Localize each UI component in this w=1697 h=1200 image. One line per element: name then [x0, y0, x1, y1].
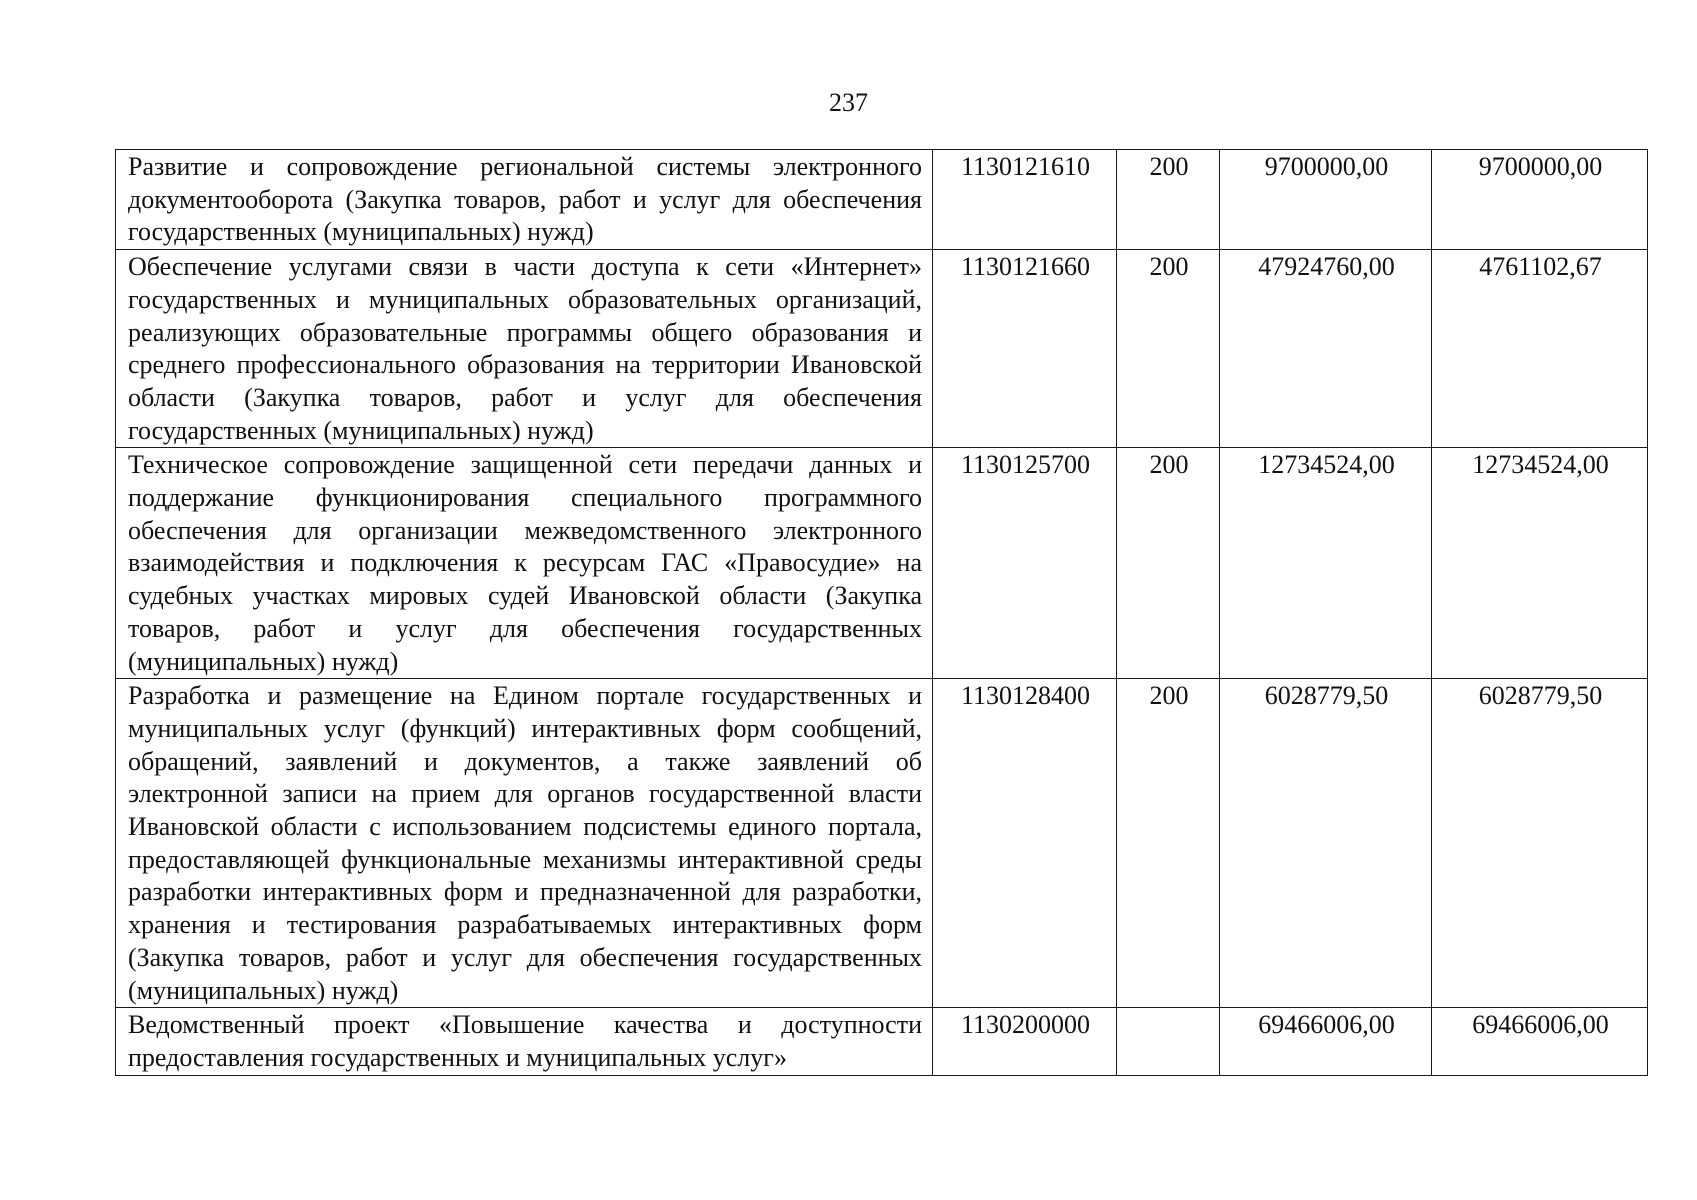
row-amount1-cell: 9700000,00: [1220, 150, 1432, 250]
budget-table: [115, 149, 1648, 1076]
row-type-cell: 200: [1117, 448, 1220, 679]
row-name-cell: Обеспечение услугами связи в части доступа к сети «Интернет» государственных и муниципальных образовательных организаций, реализующих образовательные программы общего образования и среднего профессионального образования на территории Ивановской области (Закупка товаров, работ и услуг для обеспечения государственных (муниципальных) нужд): [116, 250, 933, 448]
page-number: 237: [829, 88, 868, 117]
table-row: [116, 679, 1648, 1008]
row-amount2-cell: 9700000,00: [1432, 150, 1648, 250]
row-code-cell: 1130121660: [933, 250, 1117, 448]
row-name-cell: Ведомственный проект «Повышение качества и доступности предоставления государственных и муниципальных услуг»: [116, 1008, 933, 1075]
row-name-cell: Разработка и размещение на Едином портале государственных и муниципальных услуг (функций) интерактивных форм сообщений, обращений, заявлений и документов, а также заявлений об электронной записи на прием для органов государственной власти Ивановской области с использованием подсистемы единого портала, предоставляющей функциональные механизмы интерактивной среды разработки интерактивных форм и предназначенной для разработки, хранения и тестирования разрабатываемых интерактивных форм (Закупка товаров, работ и услуг для обеспечения государственных (муниципальных) нужд): [116, 679, 933, 1008]
table-row: [116, 1008, 1648, 1075]
row-type-cell: [1117, 1008, 1220, 1075]
table-row: [116, 250, 1648, 448]
row-amount1-cell: 47924760,00: [1220, 250, 1432, 448]
row-amount1-cell: 69466006,00: [1220, 1008, 1432, 1075]
row-amount1-cell: 6028779,50: [1220, 679, 1432, 1008]
row-type-cell: 200: [1117, 150, 1220, 250]
table-row: [116, 448, 1648, 679]
row-amount2-cell: 6028779,50: [1432, 679, 1648, 1008]
row-name-cell: Развитие и сопровождение региональной системы электронного документооборота (Закупка товаров, работ и услуг для обеспечения государственных (муниципальных) нужд): [116, 150, 933, 250]
row-code-cell: 1130121610: [933, 150, 1117, 250]
row-amount2-cell: 4761102,67: [1432, 250, 1648, 448]
row-amount2-cell: 12734524,00: [1432, 448, 1648, 679]
row-type-cell: 200: [1117, 250, 1220, 448]
row-name-cell: Техническое сопровождение защищенной сети передачи данных и поддержание функционирования специального программного обеспечения для организации межведомственного электронного взаимодействия и подключения к ресурсам ГАС «Правосудие» на судебных участках мировых судей Ивановской области (Закупка товаров, работ и услуг для обеспечения государственных (муниципальных) нужд): [116, 448, 933, 679]
row-code-cell: 1130200000: [933, 1008, 1117, 1075]
table-row: [116, 150, 1648, 250]
row-type-cell: 200: [1117, 679, 1220, 1008]
row-code-cell: 1130125700: [933, 448, 1117, 679]
row-amount1-cell: 12734524,00: [1220, 448, 1432, 679]
row-amount2-cell: 69466006,00: [1432, 1008, 1648, 1075]
row-code-cell: 1130128400: [933, 679, 1117, 1008]
